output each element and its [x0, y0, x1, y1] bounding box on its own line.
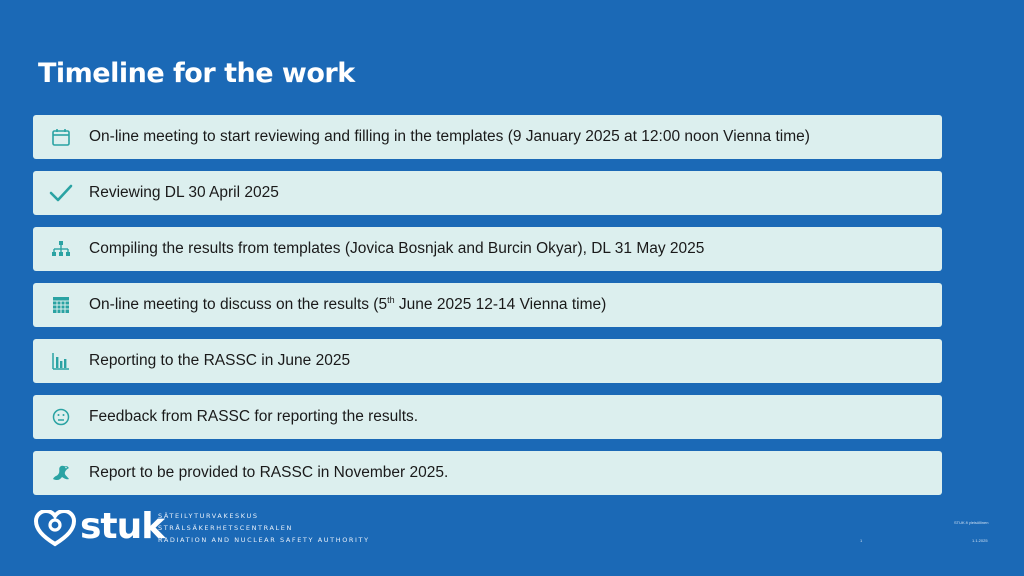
- timeline-item-text: [89, 295, 606, 314]
- footer-date: 1.1.2025: [972, 538, 988, 543]
- timeline-list: [33, 115, 942, 507]
- checkmark-icon: [33, 171, 89, 215]
- timeline-item-6: [33, 395, 942, 439]
- text-part: June 2025 12-14 Vienna time): [394, 296, 607, 314]
- timeline-item-text: On-line meeting to start reviewing and filling in the templates (9 January 2025 at 12:00 noon Vienna time): [89, 128, 810, 145]
- footer: [34, 508, 994, 552]
- org-line-sv: STRÅLSÄKERHETSCENTRALEN: [158, 524, 293, 532]
- dragon-icon: [33, 451, 89, 495]
- calendar-icon: [33, 115, 89, 159]
- timeline-item-text: Report to be provided to RASSC in November 2025.: [89, 464, 449, 481]
- bar-chart-icon: [33, 339, 89, 383]
- superscript: th: [387, 295, 395, 306]
- timeline-item-5: [33, 339, 942, 383]
- page-number: 1: [860, 538, 863, 543]
- stuk-logo-icon: [34, 510, 76, 553]
- timeline-item-1: [33, 115, 942, 159]
- timeline-item-7: [33, 451, 942, 495]
- timeline-item-text: Compiling the results from templates (Jovica Bosnjak and Burcin Okyar), DL 31 May 2025: [89, 240, 705, 257]
- classification-label: STUK.fi yleisöllinen: [954, 520, 989, 525]
- org-line-fi: SÄTEILYTURVAKESKUS: [158, 512, 259, 520]
- slide-title: Timeline for the work: [38, 58, 355, 89]
- org-chart-icon: [33, 227, 89, 271]
- timeline-item-text: Feedback from RASSC for reporting the results.: [89, 408, 419, 425]
- text-part: On-line meeting to discuss on the results (5: [89, 296, 388, 314]
- organization-name: [158, 510, 370, 546]
- timeline-item-2: [33, 171, 942, 215]
- timeline-item-4: [33, 283, 942, 327]
- calendar-grid-icon: [33, 283, 89, 327]
- timeline-item-text: Reviewing DL 30 April 2025: [89, 184, 279, 201]
- face-icon: [33, 395, 89, 439]
- org-line-en: RADIATION AND NUCLEAR SAFETY AUTHORITY: [158, 536, 370, 544]
- timeline-item-text: Reporting to the RASSC in June 2025: [89, 352, 351, 369]
- logo-wordmark: stuk: [80, 506, 165, 547]
- timeline-item-3: [33, 227, 942, 271]
